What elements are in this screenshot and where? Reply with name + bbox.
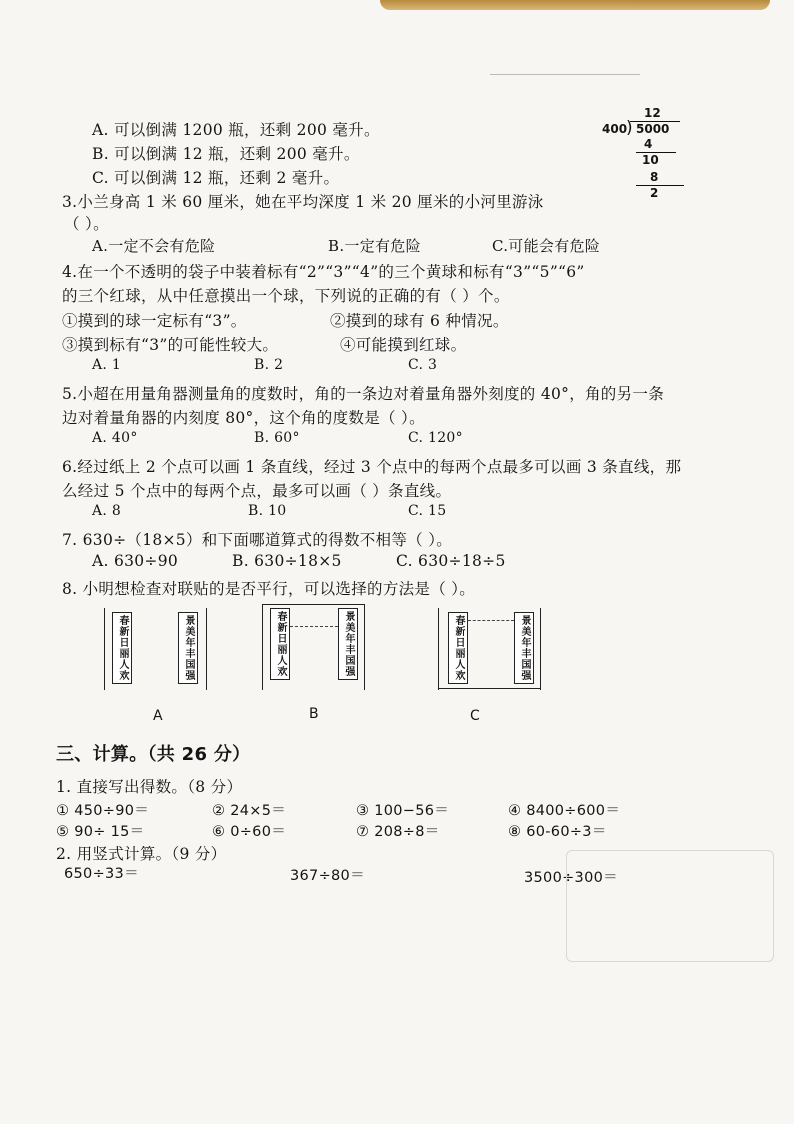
q4-question-line1: 4.在一个不透明的袋子中装着标有“2”“3”“4”的三个黄球和标有“3”“5”“6” <box>62 263 585 281</box>
left-couplet-scroll: 春新日丽人欢 <box>270 608 290 680</box>
ld-bracket: ) <box>626 118 633 138</box>
q5-question-line1: 5.小超在用量角器测量角的度数时，角的一条边对着量角器外刻度的 40°，角的另一条 <box>62 385 664 403</box>
q4-option-b: B. 2 <box>254 357 284 373</box>
long-division-figure <box>600 106 690 206</box>
ld-remainder: 2 <box>650 186 659 200</box>
q8-question: 8. 小明想检查对联贴的是否平行，可以选择的方法是（ ）。 <box>62 580 476 598</box>
ld-quotient: 12 <box>644 106 661 120</box>
calc-item[interactable]: ⑥ 0÷60＝ <box>212 824 287 840</box>
q5-option-a: A. 40° <box>92 430 138 446</box>
ld-dividend: 5000 <box>636 122 670 136</box>
ld-step2: 10 <box>642 153 659 167</box>
q6-question-line1: 6.经过纸上 2 个点可以画 1 条直线，经过 3 个点中的每两个点最多可以画 3 条直线，那 <box>62 458 682 476</box>
figure-label-c: C <box>470 708 480 724</box>
calc-item[interactable]: ① 450÷90＝ <box>56 803 150 819</box>
calc-item[interactable]: ⑤ 90÷ 15＝ <box>56 824 145 840</box>
right-couplet-scroll: 景美年丰国强 <box>178 612 198 684</box>
q6-question-line2: 么经过 5 个点中的每两个点，最多可以画（ ）条直线。 <box>62 482 452 500</box>
vertical-calc-item[interactable]: 650÷33＝ <box>64 866 139 882</box>
vertical-calc-item[interactable]: 3500÷300＝ <box>524 870 618 886</box>
calc-item[interactable]: ④ 8400÷600＝ <box>508 803 621 819</box>
section-3-title: 三、计算。（共 26 分） <box>56 744 251 765</box>
ld-divisor: 400 <box>602 122 628 136</box>
q7-question: 7. 630÷（18×5）和下面哪道算式的得数不相等（ ）。 <box>62 531 453 549</box>
figure-label-b: B <box>309 706 319 722</box>
q5-question-line2: 边对着量角器的内刻度 80°，这个角的度数是（ ）。 <box>62 409 425 427</box>
q5-option-c: C. 120° <box>408 430 463 446</box>
q2-option-c: C. 可以倒满 12 瓶，还剩 2 毫升。 <box>92 169 340 187</box>
q5-option-b: B. 60° <box>254 430 300 446</box>
calc-item[interactable]: ⑦ 208÷8＝ <box>356 824 440 840</box>
calc-item[interactable]: ⑧ 60-60÷3＝ <box>508 824 607 840</box>
q4-option-a: A. 1 <box>92 357 122 373</box>
q3-option-c: C.可能会有危险 <box>492 237 601 255</box>
ld-step1: 4 <box>644 137 653 151</box>
right-couplet-scroll: 景美年丰国强 <box>514 612 534 684</box>
ld-step3: 8 <box>650 170 659 184</box>
q3-option-a: A.一定不会有危险 <box>92 237 216 255</box>
q7-option-b: B. 630÷18×5 <box>232 552 342 570</box>
calc-item[interactable]: ③ 100−56＝ <box>356 803 450 819</box>
measuring-line <box>468 620 514 621</box>
q4-statement-1: ①摸到的球一定标有“3”。 <box>62 312 247 330</box>
q2-option-b: B. 可以倒满 12 瓶，还剩 200 毫升。 <box>92 145 360 163</box>
q7-option-a: A. 630÷90 <box>92 552 179 570</box>
section-3-sub2: 2. 用竖式计算。（9 分） <box>56 845 227 863</box>
q4-statement-3: ③摸到标有“3”的可能性较大。 <box>62 336 279 354</box>
q4-statement-4: ④可能摸到红球。 <box>340 336 467 354</box>
q6-option-c: C. 15 <box>408 503 447 519</box>
q3-answer-blank[interactable]: （ ）。 <box>64 215 109 233</box>
q4-statement-2: ②摸到的球有 6 种情况。 <box>330 312 509 330</box>
section-3-sub1: 1. 直接写出得数。（8 分） <box>56 778 243 796</box>
measuring-line <box>290 626 338 627</box>
q4-option-c: C. 3 <box>408 357 438 373</box>
bleed-through-box <box>566 850 774 962</box>
bleed-through-rule <box>490 74 640 75</box>
couplet-figure-c <box>438 608 542 690</box>
q2-option-a: A. 可以倒满 1200 瓶，还剩 200 毫升。 <box>92 121 380 139</box>
couplet-figure-b <box>262 604 366 686</box>
q3-question: 3.小兰身高 1 米 60 厘米，她在平均深度 1 米 20 厘米的小河里游泳 <box>62 193 544 211</box>
left-couplet-scroll: 春新日丽人欢 <box>112 612 132 684</box>
calc-item[interactable]: ② 24×5＝ <box>212 803 287 819</box>
left-couplet-scroll: 春新日丽人欢 <box>448 612 468 684</box>
right-couplet-scroll: 景美年丰国强 <box>338 608 358 680</box>
q3-option-b: B.一定有危险 <box>328 237 421 255</box>
q6-option-b: B. 10 <box>248 503 287 519</box>
q6-option-a: A. 8 <box>92 503 122 519</box>
couplet-figure-a <box>104 608 208 690</box>
q4-question-line2: 的三个红球，从中任意摸出一个球，下列说的正确的有（ ）个。 <box>62 287 510 305</box>
top-edge-binding <box>380 0 770 10</box>
figure-label-a: A <box>153 708 163 724</box>
q7-option-c: C. 630÷18÷5 <box>396 552 506 570</box>
vertical-calc-item[interactable]: 367÷80＝ <box>290 868 365 884</box>
